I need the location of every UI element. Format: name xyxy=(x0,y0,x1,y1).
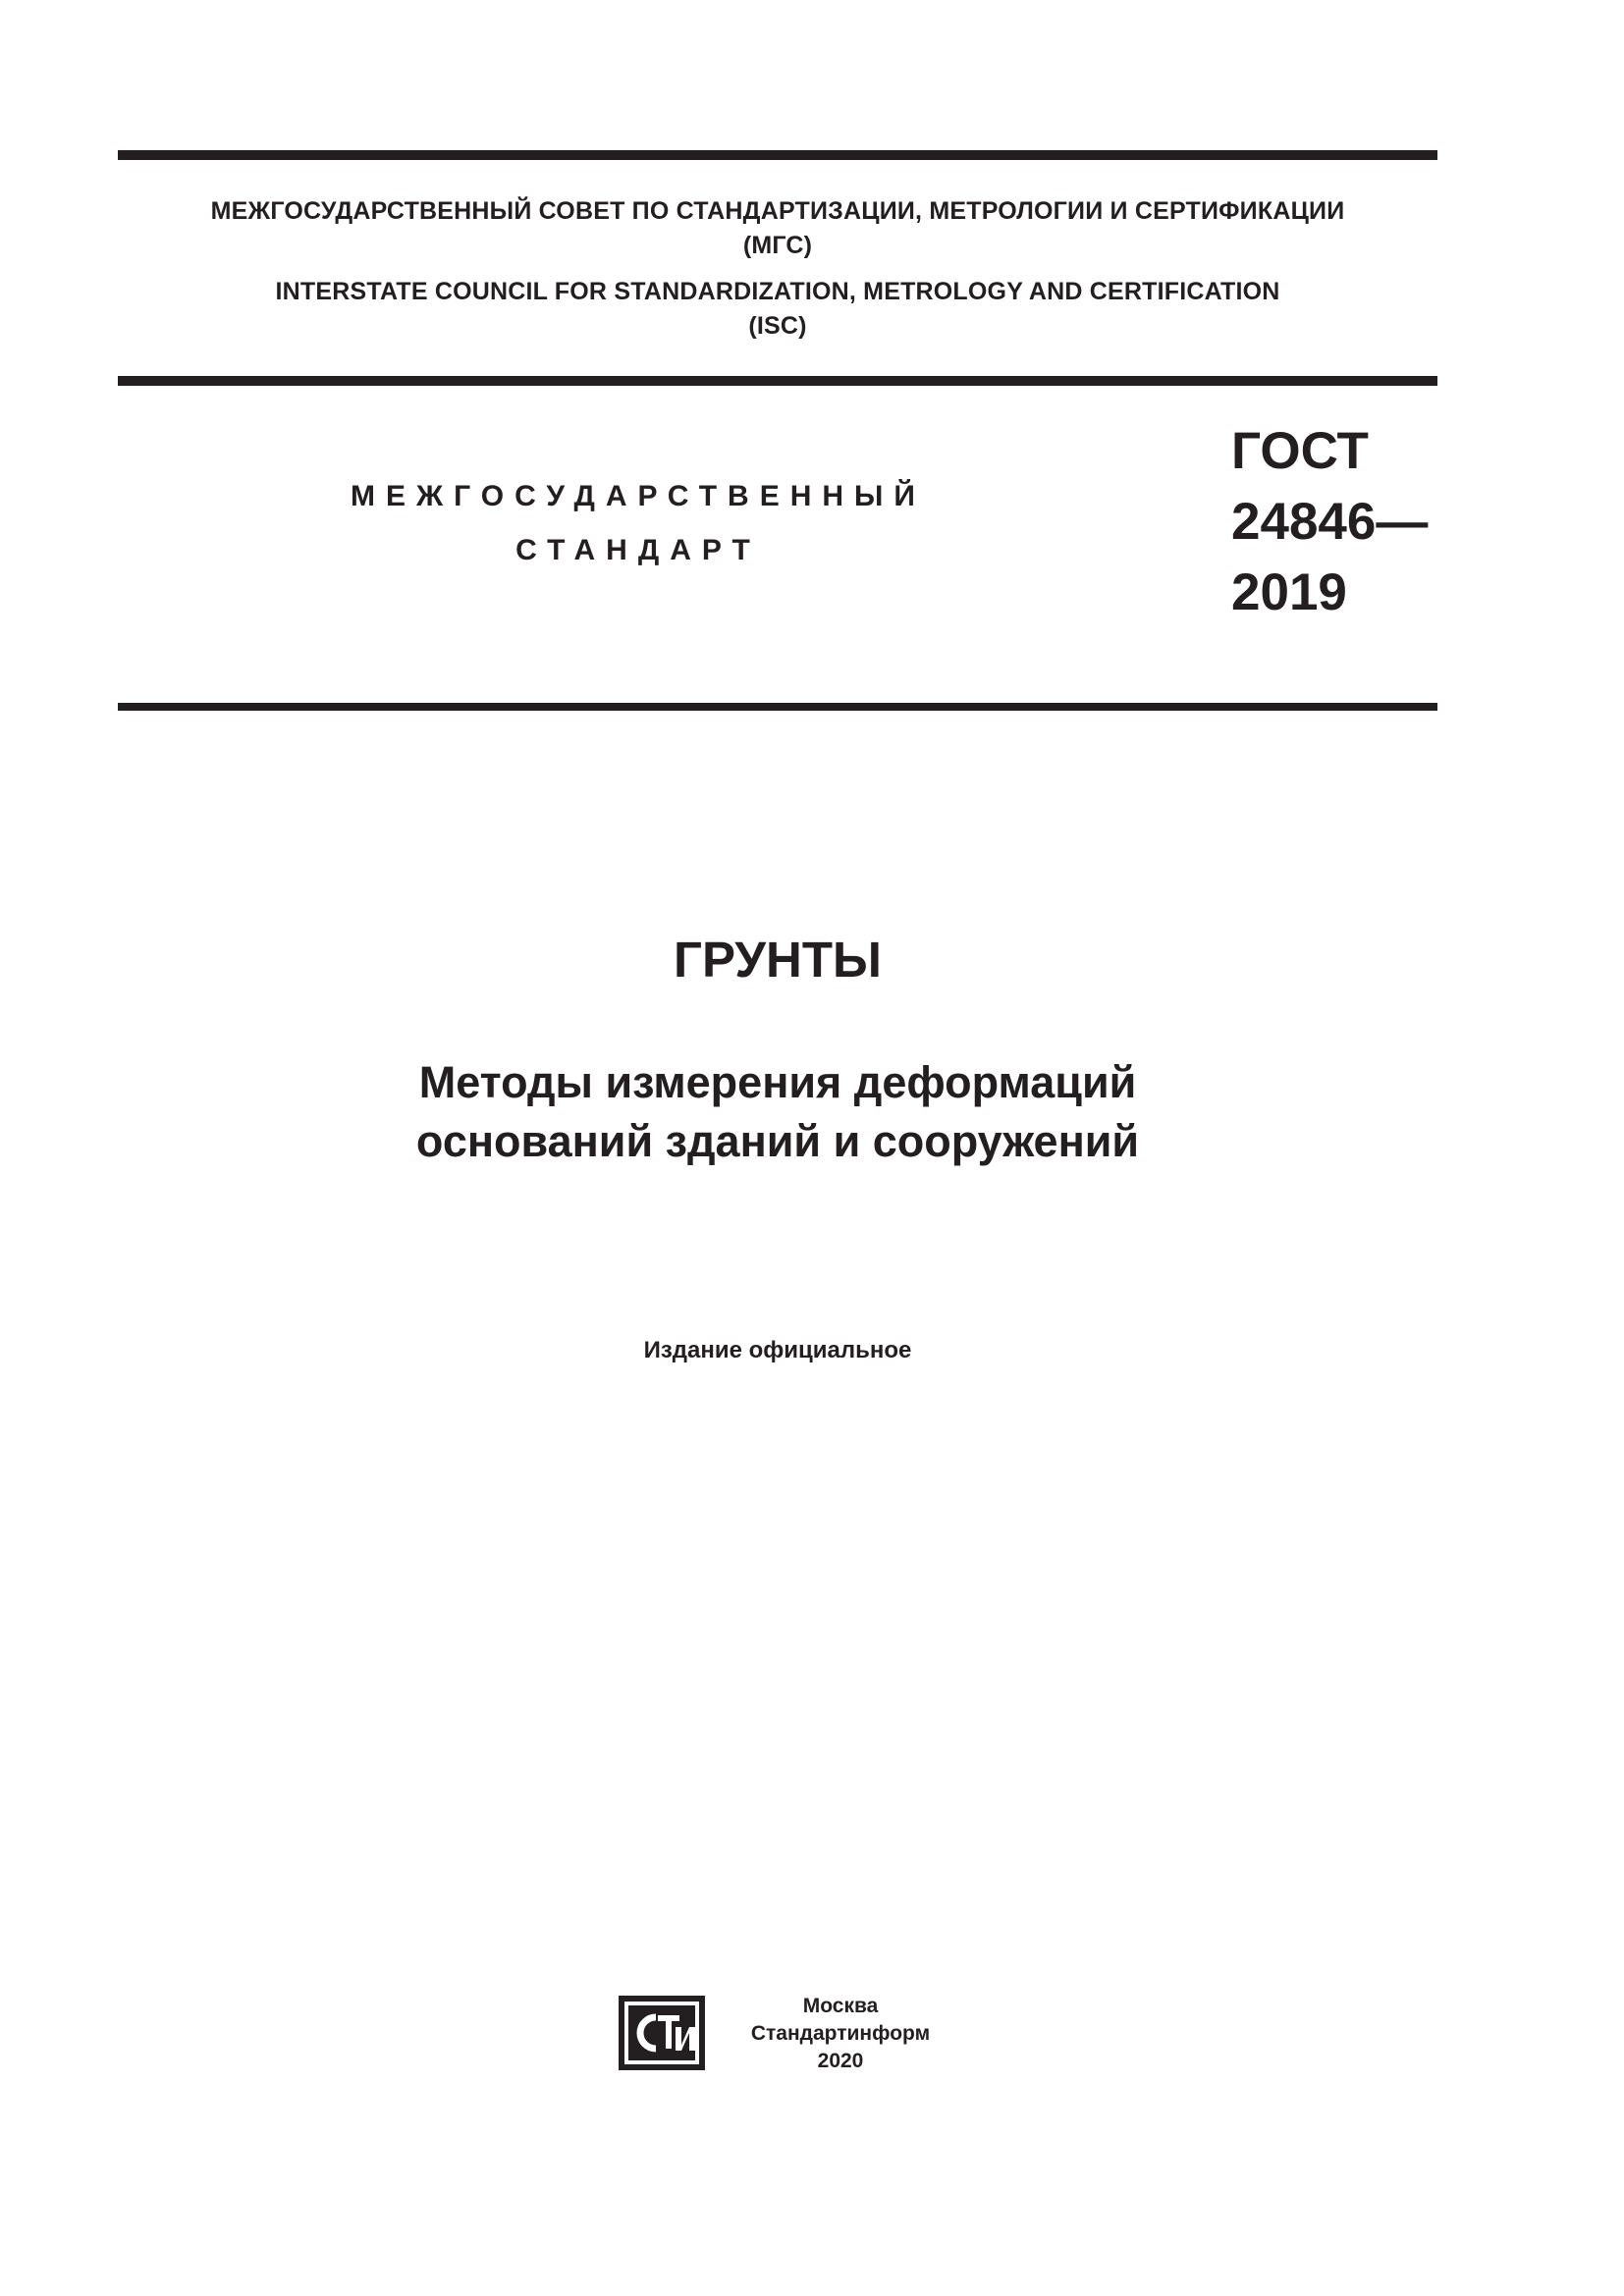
publisher-info xyxy=(723,1993,958,2075)
document-subtitle xyxy=(118,1053,1437,1171)
council-name-ru xyxy=(118,194,1437,263)
publisher-year: 2020 xyxy=(817,2050,864,2072)
standard-type-line1: МЕЖГОСУДАРСТВЕННЫЙ xyxy=(351,480,926,512)
document-title: ГРУНТЫ xyxy=(674,932,882,988)
gost-number: 24846— xyxy=(1231,493,1429,551)
council-abbr-ru: (МГС) xyxy=(742,232,813,259)
council-name-ru-line: МЕЖГОСУДАРСТВЕННЫЙ СОВЕТ ПО СТАНДАРТИЗАЦИИ, МЕТРОЛОГИИ И СЕРТИФИКАЦИИ xyxy=(210,197,1345,225)
document-subtitle-line2: оснований зданий и сооружений xyxy=(415,1116,1140,1166)
bottom-divider xyxy=(118,703,1437,711)
gost-year: 2019 xyxy=(1231,563,1347,621)
standard-type-label xyxy=(295,469,982,577)
top-divider xyxy=(118,150,1437,160)
gost-designation xyxy=(1231,416,1447,628)
council-abbr-en: (ISC) xyxy=(748,312,807,340)
edition-note: Издание официальное xyxy=(643,1337,912,1363)
council-name-en xyxy=(118,275,1437,344)
publisher-city: Москва xyxy=(802,1995,879,2017)
document-subtitle-line1: Методы измерения деформаций xyxy=(418,1057,1137,1107)
council-name-en-line: INTERSTATE COUNCIL FOR STANDARDIZATION, METROLOGY AND CERTIFICATION xyxy=(275,278,1280,305)
gost-prefix: ГОСТ xyxy=(1231,422,1369,480)
standard-type-line2: СТАНДАРТ xyxy=(515,534,761,566)
middle-divider xyxy=(118,376,1437,386)
standartinform-logo-icon xyxy=(617,1994,707,2072)
publisher-name: Стандартинформ xyxy=(750,2022,931,2045)
